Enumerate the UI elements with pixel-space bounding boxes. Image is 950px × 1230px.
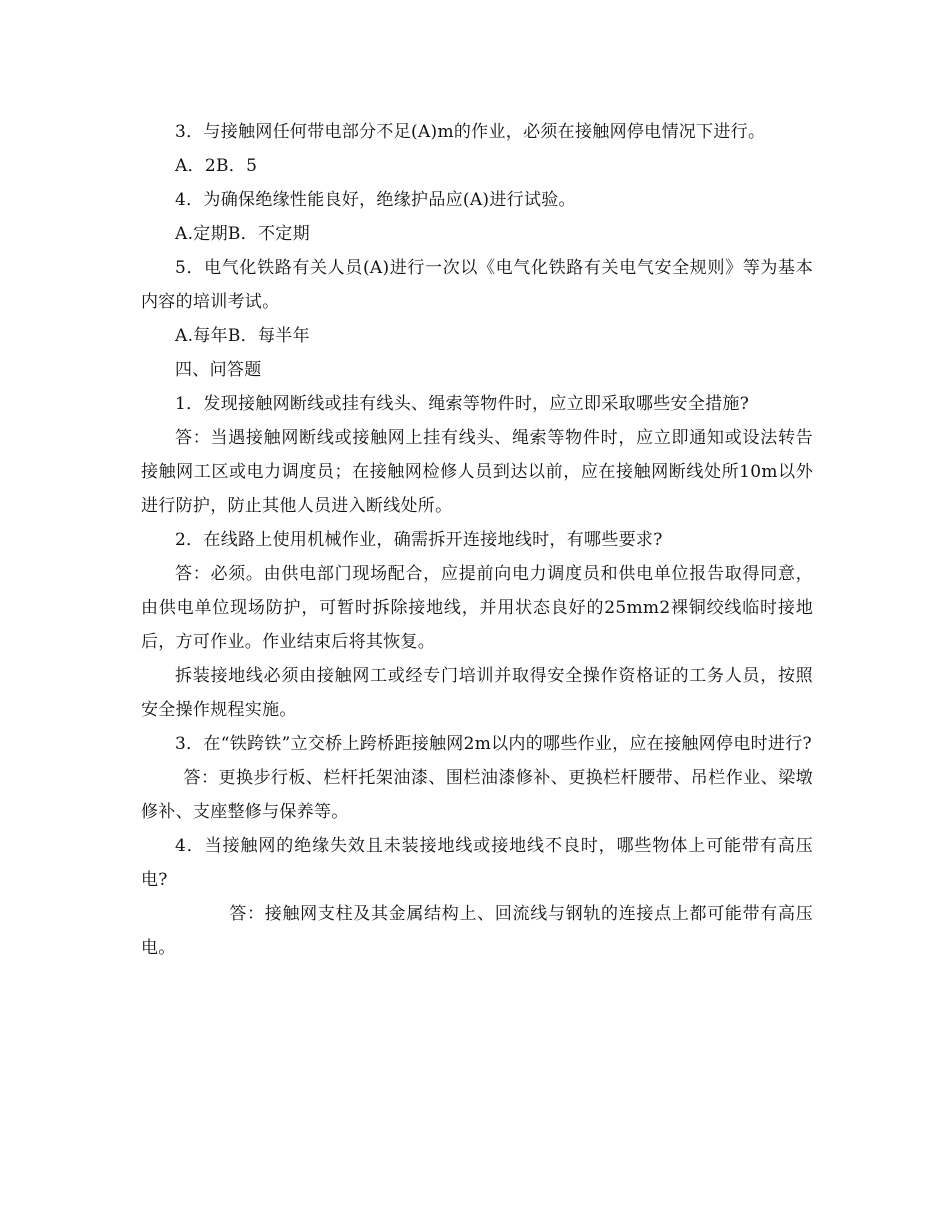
qa-question-2: 2．在线路上使用机械作业，确需拆开连接地线时，有哪些要求? bbox=[175, 530, 663, 550]
question-5-options: A.每年B．每半年 bbox=[175, 326, 310, 346]
question-5-choice: 5．电气化铁路有关人员(A)进行一次以《电气化铁路有关电气安全规则》等为基本内容的培训考试。 bbox=[141, 258, 813, 312]
qa-answer-3: 答：更换步行板、栏杆托架油漆、围栏油漆修补、更换栏杆腰带、吊栏作业、梁墩修补、支座整修与保养等。 bbox=[141, 768, 813, 822]
qa-question-1: 1．发现接触网断线或挂有线头、绳索等物件时，应立即采取哪些安全措施? bbox=[175, 394, 750, 414]
qa-answer-1: 答：当遇接触网断线或接触网上挂有线头、绳索等物件时，应立即通知或设法转告接触网工区或电力调度员；在接触网检修人员到达以前，应在接触网断线处所10m以外进行防护，防止其他人员进入断线处所。 bbox=[141, 428, 813, 516]
qa-answer-4: 答：接触网支柱及其金属结构上、回流线与钢轨的连接点上都可能带有高压电。 bbox=[141, 904, 813, 958]
question-4-options: A.定期B．不定期 bbox=[175, 224, 310, 244]
question-3-options: A．2B．5 bbox=[175, 156, 258, 176]
question-3-choice: 3．与接触网任何带电部分不足(A)m的作业，必须在接触网停电情况下进行。 bbox=[175, 122, 766, 142]
qa-answer-2: 答：必须。由供电部门现场配合，应提前向电力调度员和供电单位报告取得同意，由供电单位现场防护，可暂时拆除接地线，并用状态良好的25mm2裸铜绞线临时接地后，方可作业。作业结束后将其恢复。 bbox=[141, 564, 813, 652]
qa-question-4: 4．当接触网的绝缘失效且未装接地线或接地线不良时，哪些物体上可能带有高压电? bbox=[141, 836, 813, 890]
section-heading: 四、问答题 bbox=[175, 360, 262, 380]
qa-question-3: 3．在“铁跨铁”立交桥上跨桥距接触网2m以内的哪些作业，应在接触网停电时进行? bbox=[175, 734, 812, 754]
question-4-choice: 4．为确保绝缘性能良好，绝缘护品应(A)进行试验。 bbox=[175, 190, 576, 210]
qa-answer-2-continued: 拆装接地线必须由接触网工或经专门培训并取得安全操作资格证的工务人员，按照安全操作规程实施。 bbox=[141, 666, 813, 720]
document-body bbox=[141, 115, 813, 965]
